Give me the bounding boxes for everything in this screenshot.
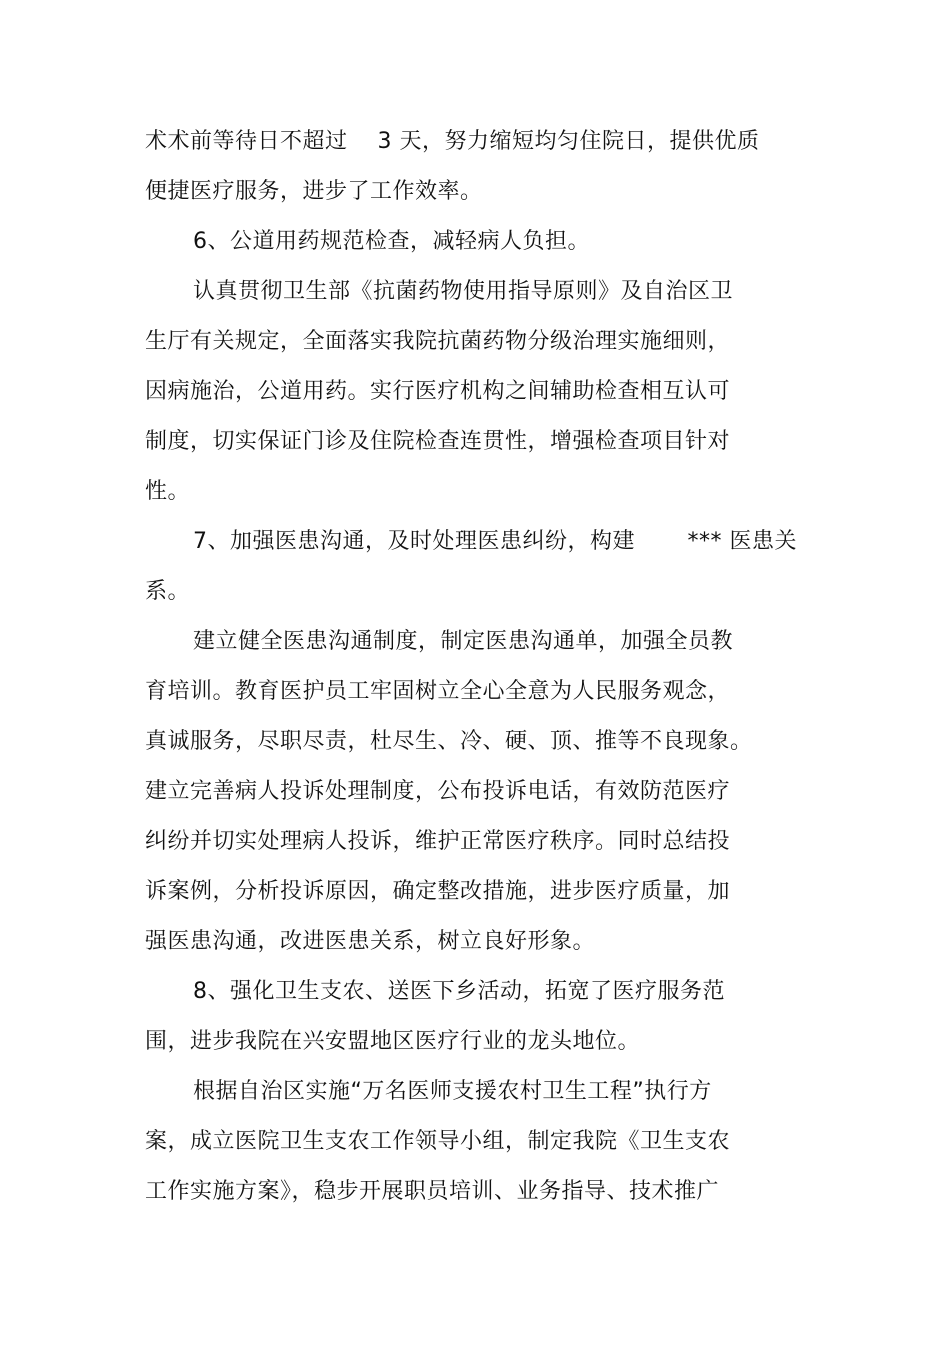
text-line: 围，进步我院在兴安盟地区医疗行业的龙头地位。 <box>145 1029 641 1054</box>
text-line: 案，成立医院卫生支农工作领导小组，制定我院《卫生支农 <box>145 1129 731 1154</box>
list-heading: 7、加强医患沟通，及时处理医患纠纷，构建 *** 医患关 <box>193 529 797 554</box>
text-line: 纠纷并切实处理病人投诉，维护正常医疗秩序。同时总结投 <box>145 829 731 854</box>
text-line: 强医患沟通，改进医患关系，树立良好形象。 <box>145 929 596 954</box>
text-line: 认真贯彻卫生部《抗菌药物使用指导原则》及自治区卫 <box>193 279 734 304</box>
text-line: 术术前等待日不超过 3 天，努力缩短均匀住院日，提供优质 <box>145 129 760 154</box>
list-heading: 6、公道用药规范检查，减轻病人负担。 <box>193 229 590 254</box>
text-line: 生厅有关规定，全面落实我院抗菌药物分级治理实施细则， <box>145 329 731 354</box>
text-line: 工作实施方案》，稳步开展职员培训、业务指导、技术推广 <box>145 1179 720 1204</box>
text-line: 诉案例，分析投诉原因，确定整改措施，进步医疗质量，加 <box>145 879 731 904</box>
text-line: 制度，切实保证门诊及住院检查连贯性，增强检查项目针对 <box>145 429 731 454</box>
text-line: 建立完善病人投诉处理制度，公布投诉电话，有效防范医疗 <box>145 779 731 804</box>
text-line: 育培训。教育医护员工牢固树立全心全意为人民服务观念， <box>145 679 731 704</box>
text-line: 便捷医疗服务，进步了工作效率。 <box>145 179 483 204</box>
list-heading: 8、强化卫生支农、送医下乡活动，拓宽了医疗服务范 <box>193 979 725 1004</box>
text-line: 因病施治，公道用药。实行医疗机构之间辅助检查相互认可 <box>145 379 731 404</box>
text-line: 建立健全医患沟通制度，制定医患沟通单，加强全员教 <box>193 629 734 654</box>
text-line: 系。 <box>145 579 191 604</box>
text-line: 性。 <box>145 479 191 504</box>
text-line: 真诚服务，尽职尽责，杜尽生、冷、硬、顶、推等不良现象。 <box>145 729 753 754</box>
text-line: 根据自治区实施“万名医师支援农村卫生工程”执行方 <box>193 1079 712 1104</box>
